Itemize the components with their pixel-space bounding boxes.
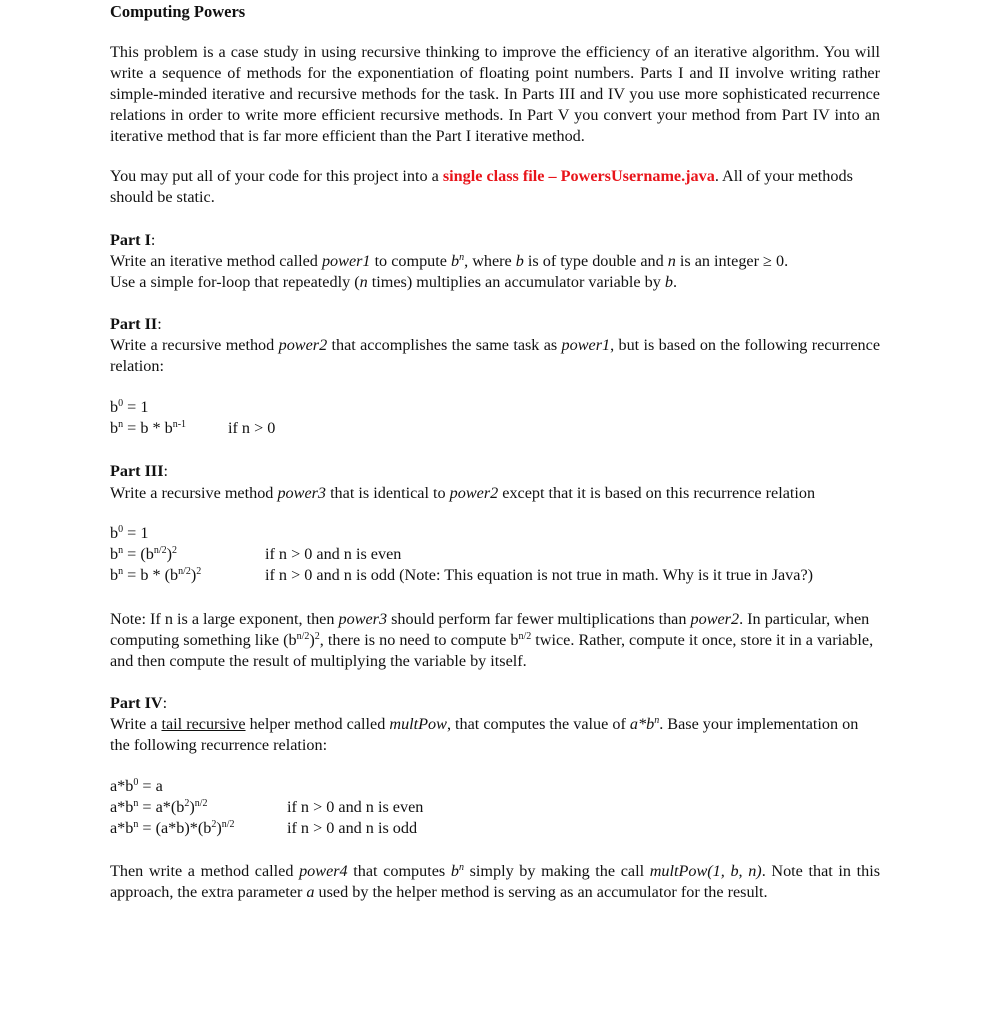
part2-text: that accomplishes the same task as	[327, 336, 562, 354]
part4-tail-recursive: tail recursive	[161, 715, 246, 733]
part4-eq1	[110, 776, 163, 797]
eq-exponent: 0	[118, 524, 124, 535]
part4-eq-row-2	[110, 797, 880, 818]
code-file-highlight: single class file – PowersUsername.java	[442, 167, 715, 185]
part3-eq3	[110, 565, 201, 586]
part4-description	[110, 714, 880, 756]
part4-text: Then write a method called	[110, 862, 300, 880]
note-method-ref: power2	[690, 610, 740, 628]
part2-description	[110, 335, 880, 377]
part3-eq2	[110, 544, 177, 565]
part1-var-n: n	[667, 252, 676, 270]
part4-heading-colon: :	[162, 694, 168, 712]
note-exponent: 2	[314, 631, 320, 642]
note-text: , there is no need to compute b	[319, 631, 519, 649]
part4-eq3	[110, 818, 235, 839]
part1-text: to compute	[370, 252, 451, 270]
part3-recurrence	[110, 523, 880, 586]
eq-exponent: n/2	[221, 819, 235, 830]
eq-exponent: n	[118, 545, 124, 556]
eq-term: b	[110, 545, 119, 563]
part3-text: except that it is based on this recurrence relation	[498, 484, 816, 502]
eq-term: b	[110, 524, 119, 542]
eq-exponent: n	[118, 566, 124, 577]
part2-text: , but is based on the following recurrence relation:	[110, 336, 880, 375]
part2-method-name: power2	[278, 336, 328, 354]
part2-text: Write a recursive method	[110, 336, 279, 354]
eq-term: b	[110, 566, 119, 584]
part2-method-ref: power1	[561, 336, 611, 354]
part1-line2	[110, 272, 880, 293]
eq-exponent: 2	[184, 798, 190, 809]
part1-var-n: n	[359, 273, 368, 291]
eq-exponent: n	[133, 798, 139, 809]
part2-eq1	[110, 397, 148, 418]
eq-exponent: n-1	[172, 419, 187, 430]
part3-description	[110, 482, 880, 505]
part1-text: .	[672, 273, 677, 291]
eq-exponent: 2	[196, 566, 202, 577]
part3-eq2-condition: if n > 0 and n is even	[265, 545, 402, 563]
eq-term: a*b	[110, 798, 134, 816]
eq-term: b	[110, 419, 119, 437]
part4-call-expression: multPow(1, b, n)	[649, 862, 762, 880]
part4-text: . Note that in this approach, the extra parameter	[110, 862, 881, 901]
note-text: twice. Rather, compute it once, store it in a variable, and then compute the result of multiplying the variable by itself.	[110, 631, 874, 670]
part3-heading	[110, 461, 880, 482]
eq-term: b	[110, 398, 119, 416]
eq-term: )	[216, 819, 222, 837]
page-title: Computing Powers	[110, 2, 246, 21]
part4-exponent-n: n	[458, 862, 464, 873]
eq-exponent: 0	[118, 398, 124, 409]
part3-eq-row-3	[110, 565, 880, 586]
part3-eq3-condition: if n > 0 and n is odd (Note: This equation is not true in math. Why is it true in Java?)	[265, 566, 814, 584]
part4-text: used by the helper method is serving as an accumulator for the result.	[314, 883, 768, 901]
part1-text: Write an iterative method called	[110, 252, 322, 270]
code-file-text-after: . All of your methods should be static.	[110, 167, 853, 206]
part4-text: . Base your implementation on the following recurrence relation:	[110, 715, 859, 754]
code-file-paragraph	[110, 166, 880, 208]
eq-term: = a*(b	[138, 798, 185, 816]
part1-text: times) multiplies an accumulator variable by	[367, 273, 665, 291]
part3-text: that is identical to	[326, 484, 450, 502]
eq-exponent: n	[133, 819, 139, 830]
part4-expression: a*b	[629, 715, 655, 733]
part4-var-b: b	[450, 862, 459, 880]
part1-heading-label: Part I	[110, 231, 151, 249]
part4-method-name: multPow	[389, 715, 447, 733]
note-text: should perform far fewer multiplications than	[387, 610, 691, 628]
eq-exponent: 2	[211, 819, 217, 830]
eq-term: = 1	[123, 524, 149, 542]
part4-text: simply by making the call	[463, 862, 650, 880]
part4-eq-row-1	[110, 776, 880, 797]
part4-eq2	[110, 797, 208, 818]
eq-term: )	[190, 566, 197, 584]
part4-heading-label: Part IV	[110, 694, 163, 712]
eq-exponent: n/2	[178, 566, 191, 577]
part4-var-a: a	[306, 883, 315, 901]
part3-method-name: power3	[277, 484, 327, 502]
eq-term: = b * b	[123, 419, 173, 437]
part4-text: that computes	[347, 862, 451, 880]
part2-eq-row-2	[110, 418, 880, 439]
part4-recurrence	[110, 776, 880, 839]
eq-term: a*b	[110, 777, 134, 795]
part1-text: is of type double and	[523, 252, 668, 270]
part1-var-b: b	[664, 273, 673, 291]
part1-heading	[110, 230, 880, 251]
part2-heading-colon: :	[157, 315, 162, 333]
note-exponent: n/2	[296, 631, 310, 642]
eq-exponent: n/2	[194, 798, 208, 809]
part1-text: , where	[464, 252, 516, 270]
part4-heading	[110, 693, 880, 714]
note-text: . In particular, when computing something like (b	[110, 610, 870, 649]
part2-eq2	[110, 418, 186, 439]
part4-eq2-condition: if n > 0 and n is even	[287, 798, 424, 816]
part2-heading	[110, 314, 880, 335]
part1-exponent-n: n	[459, 252, 465, 263]
part2-eq2-condition: if n > 0	[228, 419, 276, 437]
part4-eq-row-3	[110, 818, 880, 839]
part1-heading-colon: :	[150, 231, 156, 249]
part1-method-name: power1	[321, 252, 371, 270]
eq-exponent: n/2	[153, 545, 167, 556]
eq-term: )	[166, 545, 172, 563]
eq-term: = 1	[123, 398, 149, 416]
part1-text: Use a simple for-loop that repeatedly (	[110, 273, 360, 291]
part3-text: Write a recursive method	[110, 484, 278, 502]
part4-text: Write a	[110, 715, 162, 733]
part3-heading-label: Part III	[110, 462, 164, 480]
code-file-text-before: You may put all of your code for this project into a	[110, 167, 443, 185]
eq-term: a*b	[110, 819, 134, 837]
part4-text: helper method called	[245, 715, 390, 733]
eq-term: )	[189, 798, 195, 816]
part4-expression-exponent: n	[654, 715, 660, 726]
part3-heading-colon: :	[163, 462, 169, 480]
note-text: )	[309, 631, 315, 649]
part1-var-b: b	[451, 252, 460, 270]
part4-then-paragraph	[110, 861, 880, 903]
part2-eq-row-1	[110, 397, 880, 418]
eq-term: = a	[138, 777, 163, 795]
intro-paragraph: This problem is a case study in using recursive thinking to improve the efficiency of an iterative algorithm. You will write a sequence of methods for the exponentiation of floating point numbers. Parts I and II involve writing rather simple-minded iterative and recursive methods for the task. In Parts III and IV you use more sophisticated recurrence relations in order to write more efficient recursive methods. In Part V you convert your method from Part IV into an iterative method that is far more efficient than the Part I iterative method.	[110, 43, 880, 145]
part3-method-ref: power2	[449, 484, 499, 502]
part1-var-b: b	[515, 252, 524, 270]
part4-text: , that computes the value of	[446, 715, 630, 733]
eq-term: = (b	[123, 545, 154, 563]
part3-eq1	[110, 523, 148, 544]
note-text: Note: If n is a large exponent, then	[110, 610, 339, 628]
eq-exponent: n	[118, 419, 124, 430]
part2-heading-label: Part II	[110, 315, 158, 333]
part4-method-name: power4	[299, 862, 348, 880]
part2-recurrence	[110, 397, 880, 439]
document-page	[110, 0, 880, 903]
part1-line1	[110, 251, 880, 272]
part3-note	[110, 609, 880, 672]
eq-exponent: 0	[133, 777, 139, 788]
part1-text: is an integer ≥ 0.	[675, 252, 789, 270]
part3-eq-row-1	[110, 523, 880, 544]
part3-eq-row-2	[110, 544, 880, 565]
eq-term: = (a*b)*(b	[138, 819, 212, 837]
note-method-ref: power3	[338, 610, 388, 628]
part4-eq3-condition: if n > 0 and n is odd	[287, 819, 418, 837]
eq-exponent: 2	[171, 545, 177, 556]
note-exponent: n/2	[518, 631, 532, 642]
eq-term: = b * (b	[123, 566, 179, 584]
